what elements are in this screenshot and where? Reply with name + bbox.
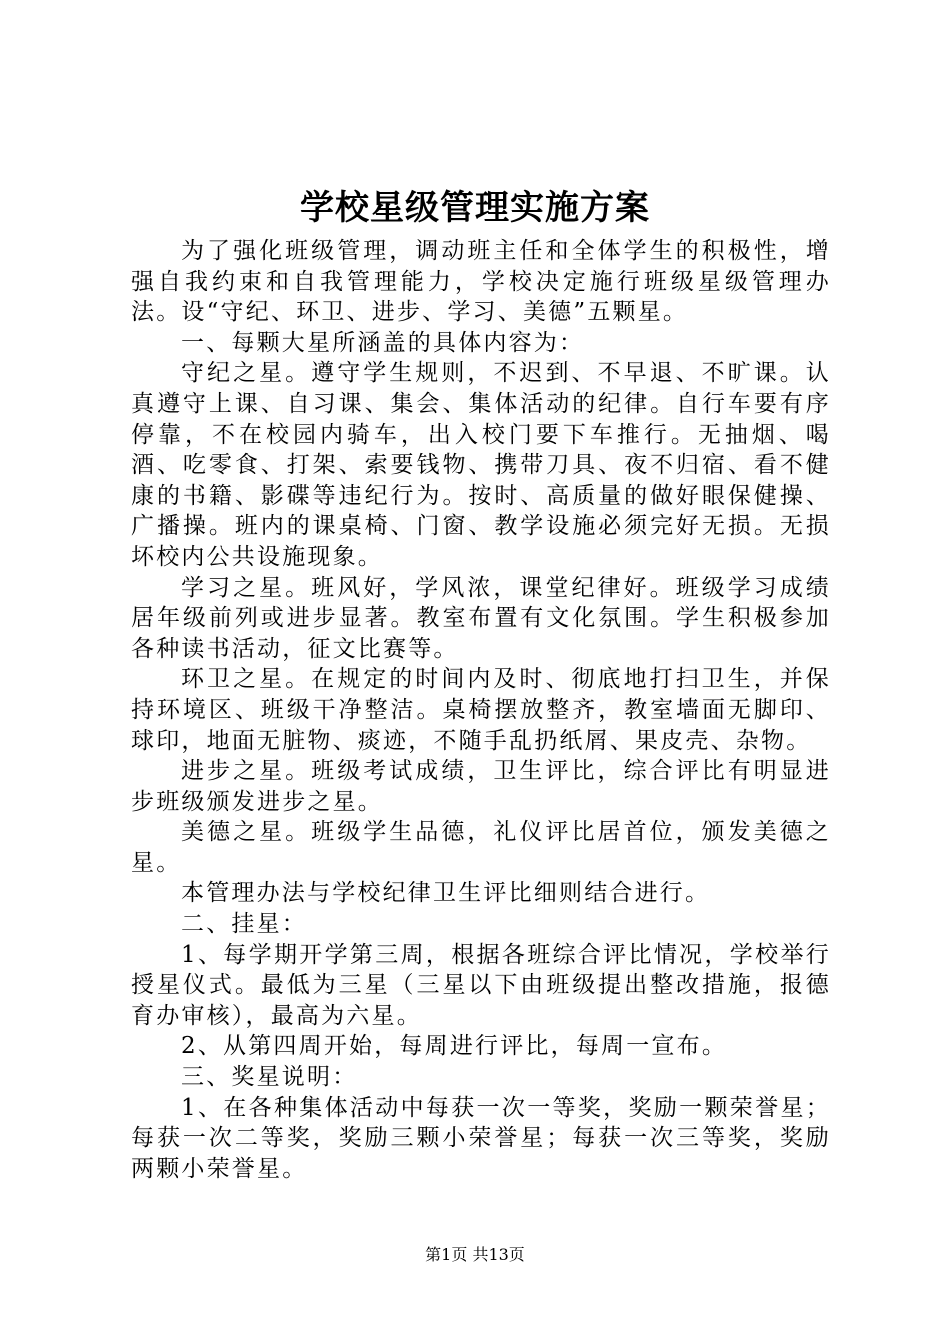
paragraph-combined-rules: 本管理办法与学校纪律卫生评比细则结合进行。 — [181, 880, 711, 907]
document-title: 学校星级管理实施方案 — [300, 188, 650, 228]
paragraph-hygiene-star: 环卫之星。在规定的时间内及时、彻底地打扫卫生，并保持环境区、班级干净整洁。桌椅摆放整齐，教室墙面无脚印、球印，地面无脏物、痰迹，不随手乱扔纸屑、果皮壳、杂物。 — [131, 666, 831, 754]
paragraph-discipline-star: 守纪之星。遵守学生规则，不迟到、不早退、不旷课。认真遵守上课、自习课、集会、集体活动的纪律。自行车要有序停靠，不在校园内骑车，出入校门要下车推行。无抽烟、喝酒、吃零食、打架、索要钱物、携带刀具、夜不归宿、看不健康的书籍、影碟等违纪行为。按时、高质量的做好眼保健操、广播操。班内的课桌椅、门窗、教学设施必须完好无损。无损坏校内公共设施现象。 — [131, 360, 831, 570]
paragraph-hanging-2: 2、从第四周开始，每周进行评比，每周一宣布。 — [181, 1033, 728, 1060]
paragraph-hanging-1: 1、每学期开学第三周，根据各班综合评比情况，学校举行授星仪式。最低为三星（三星以下由班级提出整改措施，报德育办审核），最高为六星。 — [131, 941, 831, 1029]
document-body — [131, 236, 831, 1184]
page-footer: 第1页 共13页 — [425, 1245, 525, 1264]
section-heading-hanging-stars: 二、挂星： — [181, 911, 307, 938]
paragraph-virtue-star: 美德之星。班级学生品德，礼仪评比居首位，颁发美德之星。 — [131, 819, 831, 876]
paragraph-study-star: 学习之星。班风好，学风浓，课堂纪律好。班级学习成绩居年级前列或进步显著。教室布置有文化氛围。学生积极参加各种读书活动，征文比赛等。 — [131, 574, 831, 662]
paragraph-award-1: 1、在各种集体活动中每获一次一等奖，奖励一颗荣誉星；每获一次二等奖，奖励三颗小荣誉星；每获一次三等奖，奖励两颗小荣誉星。 — [131, 1094, 831, 1182]
section-heading-award-stars: 三、奖星说明： — [181, 1064, 358, 1091]
section-heading-content: 一、每颗大星所涵盖的具体内容为： — [181, 329, 585, 356]
paragraph-intro: 为了强化班级管理，调动班主任和全体学生的积极性，增强自我约束和自我管理能力，学校决定施行班级星级管理办法。设“守纪、环卫、进步、学习、美德”五颗星。 — [131, 238, 831, 326]
paragraph-progress-star: 进步之星。班级考试成绩，卫生评比，综合评比有明显进步班级颁发进步之星。 — [131, 758, 831, 815]
